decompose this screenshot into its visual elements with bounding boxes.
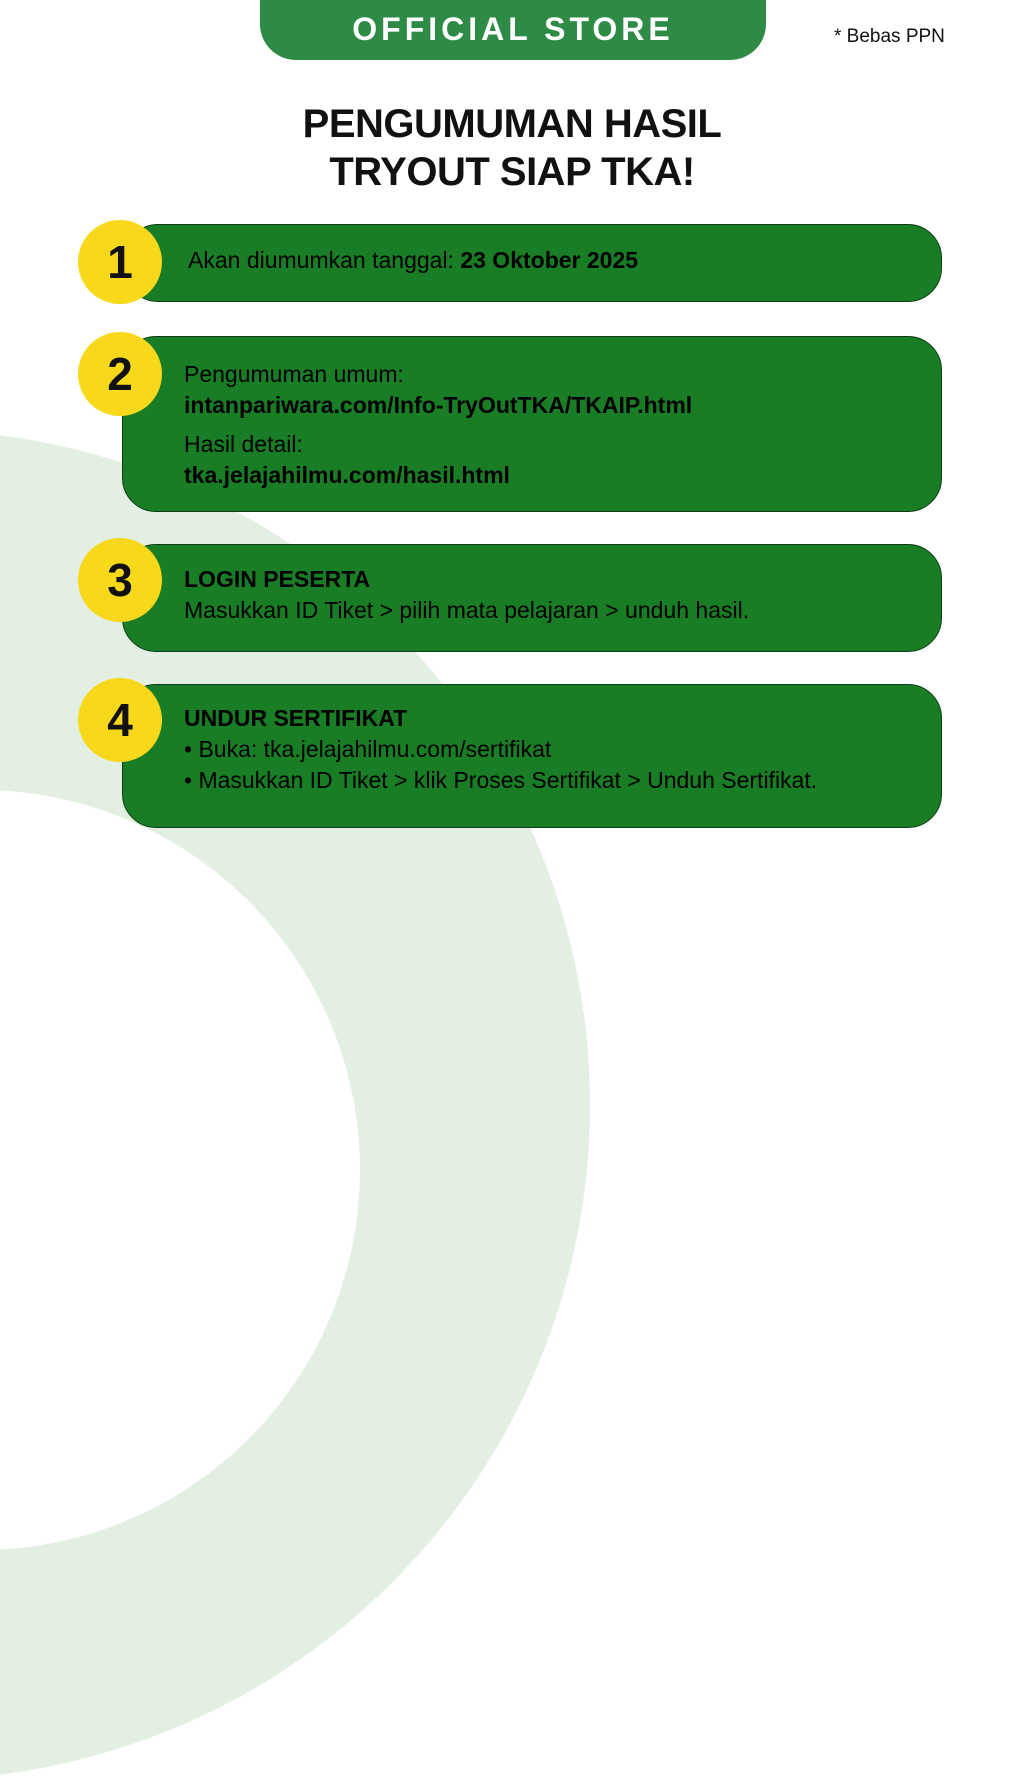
step-4-number-badge: 4 [78,678,162,762]
page-title [0,100,1024,196]
vat-free-note: * Bebas PPN [834,26,945,47]
title-line-1: PENGUMUMAN HASIL [302,102,722,146]
step-3-number-badge: 3 [78,538,162,622]
official-store-badge: OFFICIAL STORE [260,0,766,60]
participant-login-title: LOGIN PESERTA [184,566,371,592]
step-2-text [184,359,692,491]
certificate-bullet-steps: • Masukkan ID Tiket > klik Proses Sertifikat > Unduh Sertifikat. [184,767,818,793]
step-4-text [184,703,817,796]
step-3-text [184,564,749,626]
step-1-number-badge: 1 [78,220,162,304]
step-1-text [188,245,638,276]
step-2-number-badge: 2 [78,332,162,416]
certificate-bullet-open: • Buka: tka.jelajahilmu.com/sertifikat [184,736,552,762]
participant-login-instructions: Masukkan ID Tiket > pilih mata pelajaran > unduh hasil. [184,597,750,623]
general-announcement-url[interactable]: intanpariwara.com/Info-TryOutTKA/TKAIP.html [184,392,693,418]
certificate-title: UNDUR SERTIFIKAT [184,705,408,731]
announcement-date-label: Akan diumumkan tanggal: [188,247,454,273]
general-announcement-label: Pengumuman umum: [184,361,404,387]
detail-result-label: Hasil detail: [184,431,303,457]
title-line-2: TRYOUT SIAP TKA! [329,150,695,194]
spacer [184,421,692,429]
announcement-date: 23 Oktober 2025 [460,247,639,273]
detail-result-url[interactable]: tka.jelajahilmu.com/hasil.html [184,462,510,488]
